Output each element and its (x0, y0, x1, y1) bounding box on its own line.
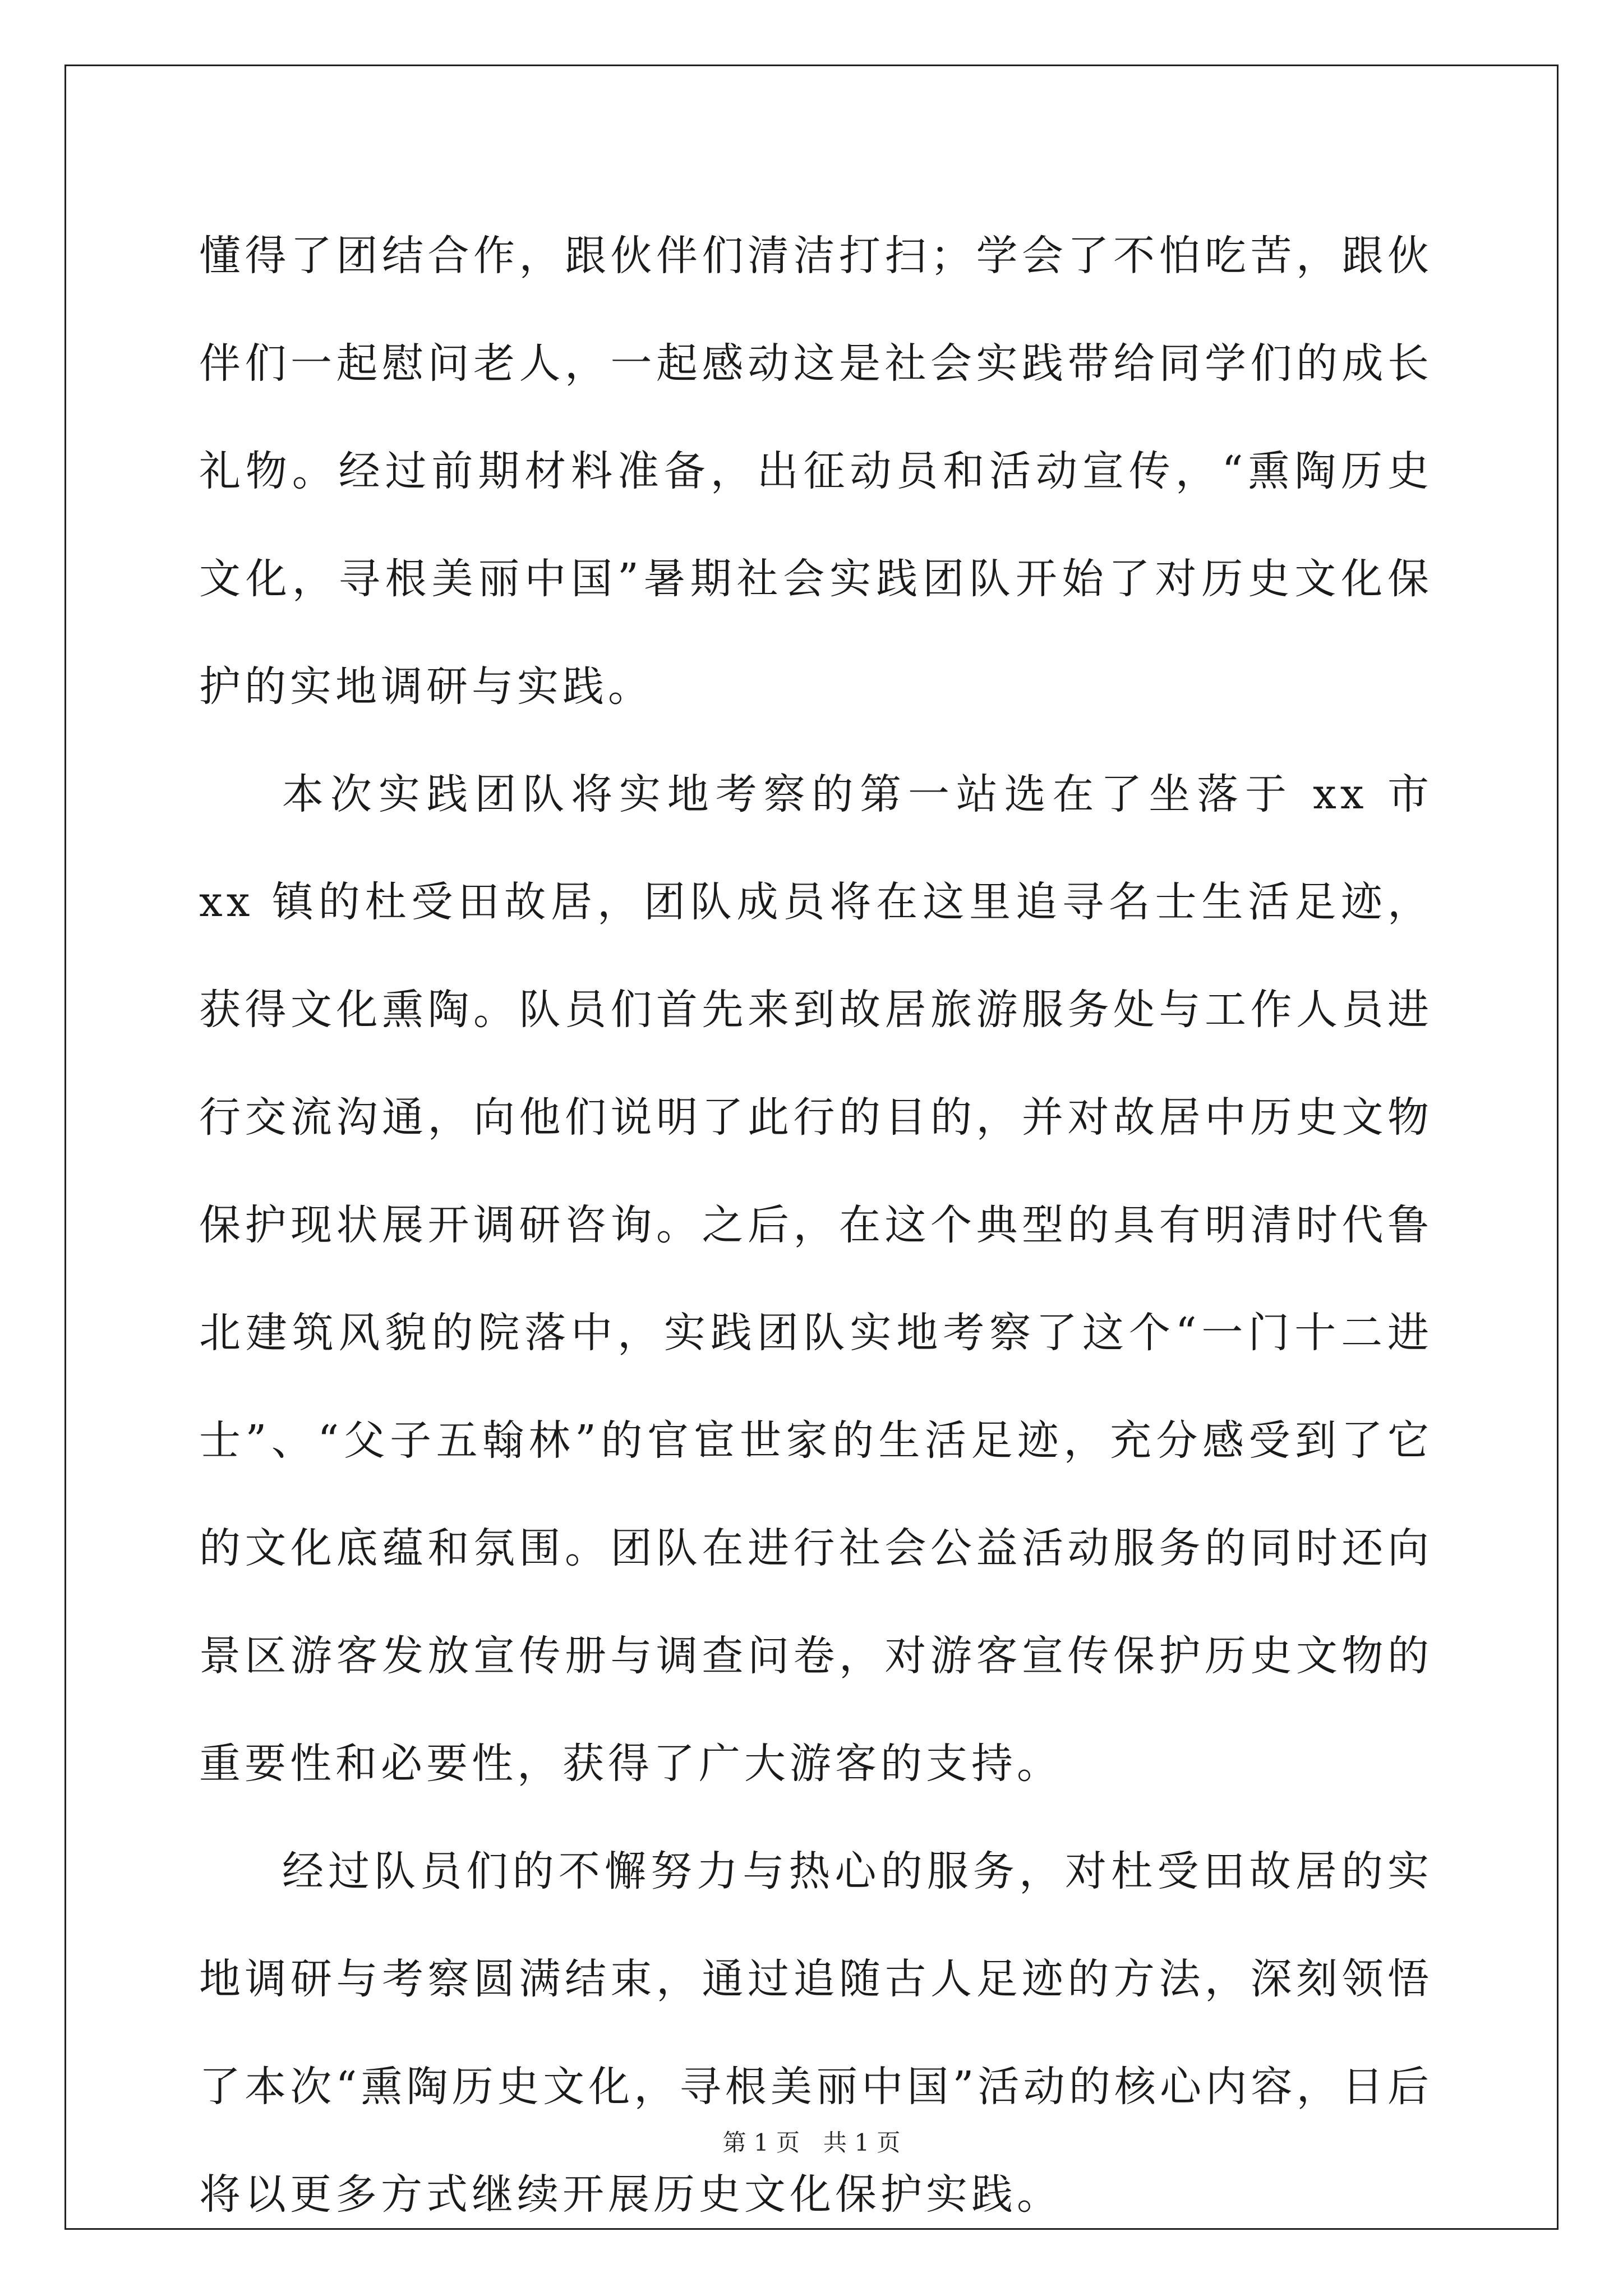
paragraph-1: 懂得了团结合作，跟伙伴们清洁打扫；学会了不怕吃苦，跟伙伴们一起慰问老人，一起感动这是社会实践带给同学们的成长礼物。经过前期材料准备，出征动员和活动宣传，“熏陶历史文化，寻根美丽中国”暑期社会实践团队开始了对历史文化保护的实地调研与实践。 (199, 232, 1433, 711)
document-body (199, 202, 1433, 2248)
paragraph-3: 经过队员们的不懈努力与热心的服务，对杜受田故居的实地调研与考察圆满结束，通过追随古人足迹的方法，深刻领悟了本次“熏陶历史文化，寻根美丽中国”活动的核心内容，日后将以更多方式继续开展历史文化保护实践。 (199, 1847, 1433, 2219)
page-footer: 第 1 页 共 1 页 (722, 2129, 901, 2156)
paragraph-2: 本次实践团队将实地考察的第一站选在了坐落于 xx 市 xx 镇的杜受田故居，团队成员将在这里追寻名士生活足迹，获得文化熏陶。队员们首先来到故居旅游服务处与工作人员进行交流沟通，向他们说明了此行的目的，并对故居中历史文物保护现状展开调研咨询。之后，在这个典型的具有明清时代鲁北建筑风貌的院落中，实践团队实地考察了这个“一门十二进士”、“父子五翰林”的官宦世家的生活足迹，充分感受到了它的文化底蕴和氛围。团队在进行社会公益活动服务的同时还向景区游客发放宣传册与调查问卷，对游客宣传保护历史文物的重要性和必要性，获得了广大游客的支持。 (199, 770, 1433, 1788)
